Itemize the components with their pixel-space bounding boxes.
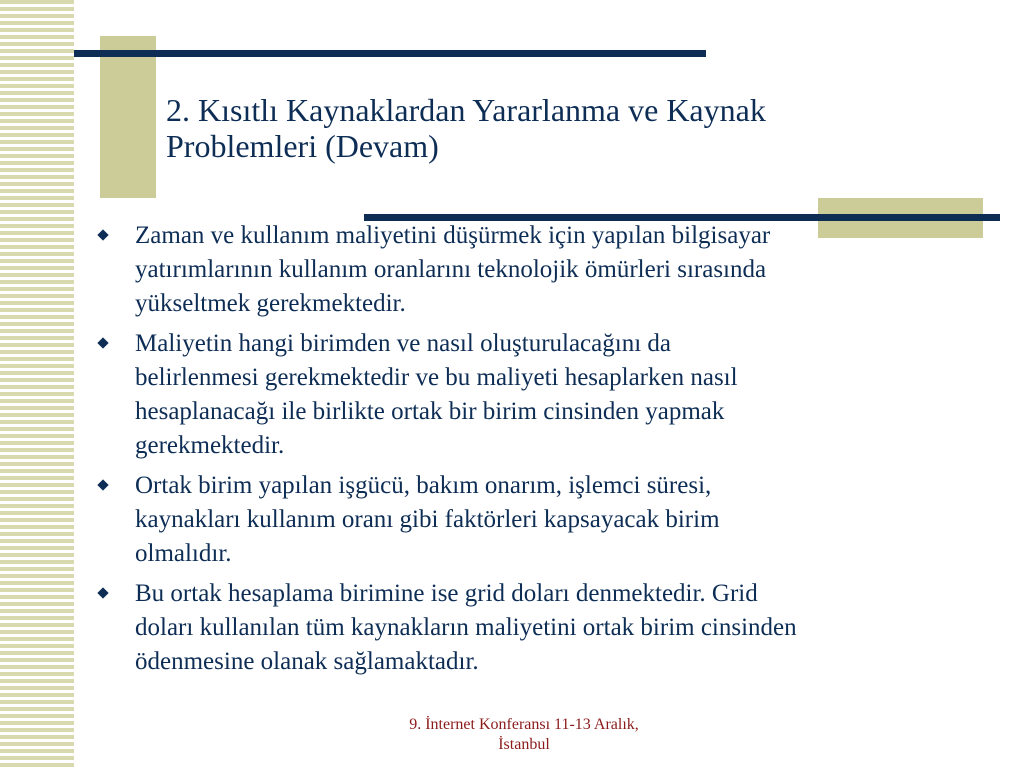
footer-line-1: 9. İnternet Konferansı 11-13 Aralık,: [409, 716, 639, 733]
title-rule-top: [74, 50, 706, 57]
footer-line-2: İstanbul: [498, 736, 550, 753]
bullet-line: Ortak birim yapılan işgücü, bakım onarım, işlemci süresi,: [135, 472, 712, 499]
bullet-line: Maliyetin hangi birimden ve nasıl oluşturulacağını da: [135, 330, 671, 357]
footer: [364, 715, 684, 755]
bullet-line: hesaplanacağı ile birlikte ortak bir birim cinsinden yapmak: [135, 398, 725, 425]
diamond-icon: [97, 229, 108, 240]
slide-title: [166, 92, 986, 164]
bullet-list: [96, 219, 976, 685]
diamond-icon: [97, 587, 108, 598]
bullet-item: [96, 577, 976, 679]
diamond-icon: [97, 479, 108, 490]
bullet-line: olmalıdır.: [135, 540, 232, 567]
bullet-line: Zaman ve kullanım maliyetini düşürmek için yapılan bilgisayar: [135, 222, 771, 249]
bullet-line: ödenmesine olanak sağlamaktadır.: [135, 648, 479, 675]
bullet-line: yükseltmek gerekmektedir.: [135, 290, 406, 317]
bullet-line: yatırımlarının kullanım oranlarını teknolojik ömürleri sırasında: [135, 256, 767, 283]
bullet-line: Bu ortak hesaplama birimine ise grid doları denmektedir. Grid: [135, 580, 758, 607]
bullet-item: [96, 469, 976, 571]
slide-title-line-2: Problemleri (Devam): [166, 128, 439, 164]
title-accent-block: [100, 36, 156, 198]
slide-title-line-1: 2. Kısıtlı Kaynaklardan Yararlanma ve Kaynak: [166, 92, 766, 128]
bullet-item: [96, 219, 976, 321]
bullet-line: gerekmektedir.: [135, 432, 285, 459]
bullet-line: doları kullanılan tüm kaynakların maliyetini ortak birim cinsinden: [135, 614, 797, 641]
bullet-line: kaynakları kullanım oranı gibi faktörleri kapsayacak birim: [135, 506, 720, 533]
striped-margin: [0, 0, 74, 768]
bullet-item: [96, 327, 976, 463]
bullet-line: belirlenmesi gerekmektedir ve bu maliyeti hesaplarken nasıl: [135, 364, 738, 391]
diamond-icon: [97, 337, 108, 348]
